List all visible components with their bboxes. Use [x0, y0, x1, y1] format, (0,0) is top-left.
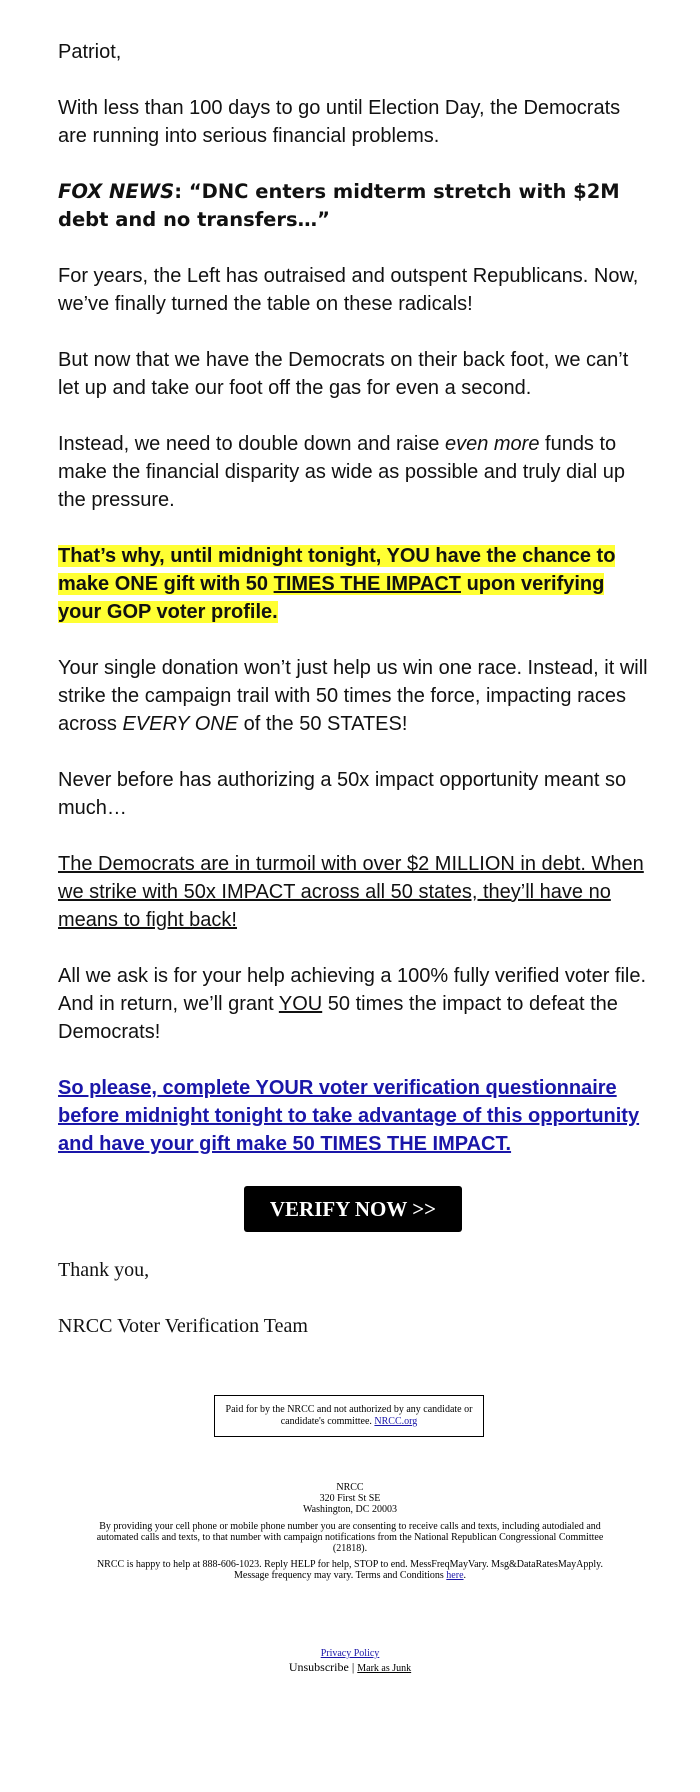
mark-as-junk-link[interactable]: Mark as Junk — [357, 1663, 412, 1674]
paragraph-outraised: For years, the Left has outraised and outspent Republicans. Now, we’ve finally turned the table on these radicals! — [58, 265, 639, 315]
footer-help-text: NRCC is happy to help at 888-606-1023. Reply HELP for help, STOP to end. MessFreqMayVary. Msg&DataRatesMayApply. Message frequency may vary. Terms and Conditions — [96, 1559, 604, 1581]
footer-address — [90, 1482, 610, 1515]
paragraph-turmoil: The Democrats are in turmoil with over $2 MILLION in debt. When we strike with 50x IMPACT across all 50 states, they’ll have no means to fight back! — [58, 853, 644, 931]
button-row — [58, 1186, 648, 1232]
link-separator: | — [351, 1660, 355, 1674]
paragraph-verified-file-underlined: YOU — [278, 993, 323, 1015]
paragraph-election-day: With less than 100 days to go until Election Day, the Democrats are running into serious financial problems. — [58, 97, 621, 147]
verify-now-button[interactable]: VERIFY NOW >> — [244, 1186, 462, 1232]
footer-help: NRCC is happy to help at 888-606-1023. Reply HELP for help, STOP to end. MessFreqMayVary. Msg&DataRatesMayApply. Message frequency may vary. Terms and Conditions here. — [96, 1559, 604, 1581]
fox-news-headline: : “DNC enters midterm stretch with $2M debt and no transfers…” — [58, 180, 620, 231]
paragraph-double-down-end: funds to make the financial disparity as wide as possible and truly dial up the pressure. — [58, 433, 625, 511]
footer-org: NRCC — [336, 1482, 364, 1493]
paragraph-double-down-start: Instead, we need to double down and raise — [58, 433, 445, 455]
unsubscribe-link[interactable]: Unsubscribe — [288, 1660, 349, 1674]
signature: NRCC Voter Verification Team — [58, 1315, 308, 1337]
fox-news-brand: FOX NEWS — [58, 180, 175, 203]
paragraph-double-down-emphasis: even more — [444, 433, 540, 455]
disclaimer-text: Paid for by the NRCC and not authorized by any candidate or candidate's committee. — [225, 1404, 473, 1427]
highlight-underlined: TIMES THE IMPACT — [273, 573, 462, 595]
paragraph-single-donation — [58, 654, 648, 738]
paragraph-single-donation-emphasis: EVERY ONE — [122, 713, 239, 735]
paragraph-back-foot: But now that we have the Democrats on their back foot, we can’t let up and take our foot off the gas for even a second. — [58, 349, 629, 399]
signoff: Thank you, — [58, 1259, 150, 1281]
paragraph-verified-file — [58, 962, 648, 1046]
paid-for-disclaimer — [214, 1395, 484, 1437]
paragraph-verified-file-start: All we ask is for your help achieving a 100% fully verified voter file. And in return, we’ll grant — [58, 965, 647, 1015]
email-body — [58, 38, 648, 1368]
unsubscribe-row — [150, 1660, 550, 1676]
footer-consent: By providing your cell phone or mobile phone number you are consenting to receive calls and texts, including autodialed and automated calls and texts, to that number with campaign notifications from the National Republican Congressional Committee (21818). — [96, 1521, 604, 1554]
paragraph-single-donation-start: Your single donation won’t just help us win one race. Instead, it will strike the campaign trail with 50 times the force, impacting races across — [58, 657, 648, 735]
paragraph-never-before: Never before has authorizing a 50x impact opportunity meant so much… — [58, 769, 627, 819]
footer-links — [150, 1648, 550, 1676]
paragraph-double-down — [58, 430, 648, 514]
questionnaire-link[interactable]: So please, complete YOUR voter verification questionnaire before midnight tonight to take advantage of this opportunity and have your gift make 50 TIMES THE IMPACT. — [58, 1077, 640, 1155]
footer-street: 320 First St SE — [319, 1493, 381, 1504]
paragraph-single-donation-end: of the 50 STATES! — [238, 713, 408, 735]
highlight-end: upon verifying your GOP voter profile. — [58, 573, 605, 623]
fox-news-quote — [58, 178, 648, 234]
greeting: Patriot, — [58, 41, 122, 63]
nrcc-org-link[interactable]: NRCC.org — [374, 1416, 418, 1427]
footer — [90, 1482, 610, 1581]
highlight-start: That’s why, until midnight tonight, YOU have the chance to make ONE gift with 50 — [58, 545, 616, 595]
footer-city: Washington, DC 20003 — [303, 1504, 397, 1515]
terms-link[interactable]: here — [446, 1570, 464, 1581]
highlighted-offer — [58, 542, 648, 626]
paragraph-verified-file-end: 50 times the impact to defeat the Democrats! — [58, 993, 618, 1043]
privacy-policy-link[interactable]: Privacy Policy — [320, 1648, 380, 1659]
